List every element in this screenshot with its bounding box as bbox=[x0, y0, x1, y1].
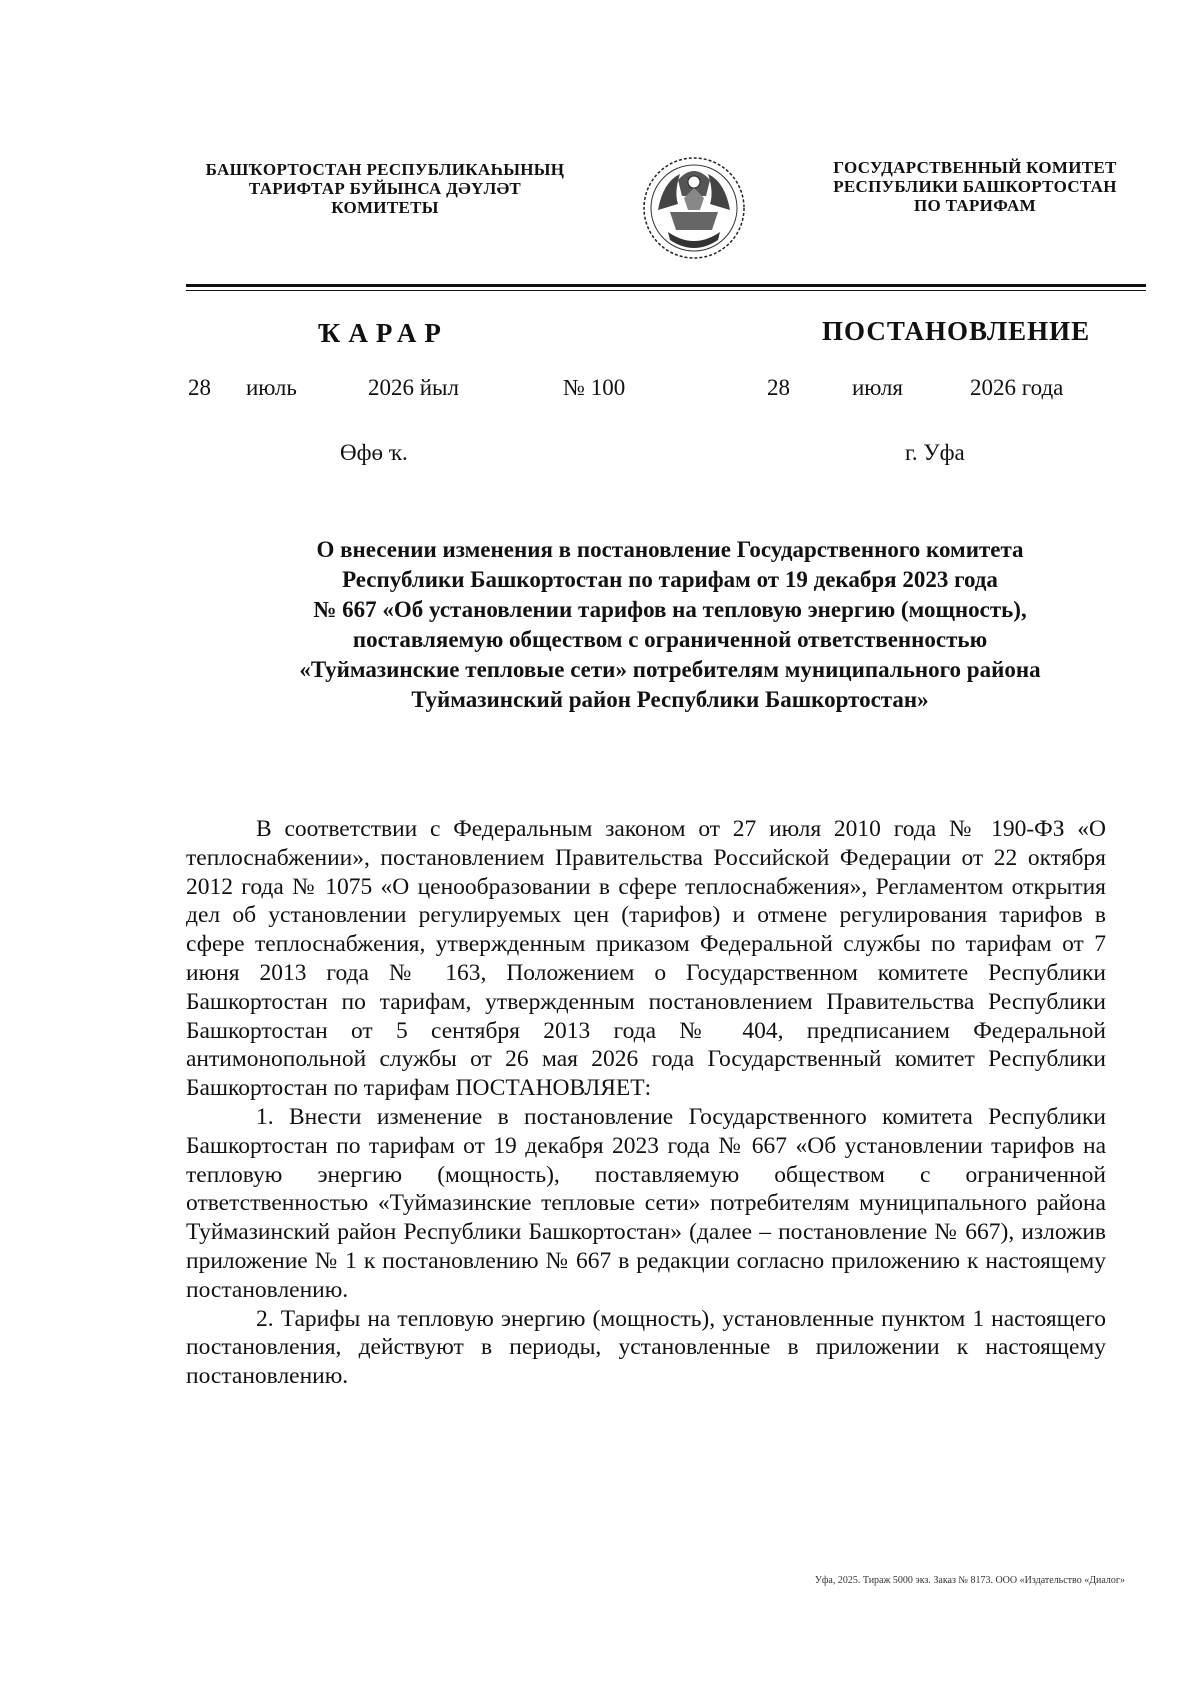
print-footer: Уфа, 2025. Тираж 5000 экз. Заказ № 8173. ООО «Издательство «Диалог» bbox=[814, 1575, 1125, 1586]
bashkortostan-coat-of-arms-icon bbox=[638, 152, 750, 264]
place-rus: г. Уфа bbox=[905, 440, 965, 465]
title-line-3: № 667 «Об установлении тарифов на тепловую энергию (мощность), bbox=[313, 597, 1027, 622]
date-bash-year: 2026 йыл bbox=[368, 375, 459, 400]
header-right-russian bbox=[805, 158, 1145, 215]
document-title bbox=[190, 535, 1150, 715]
header-right-line-3: ПО ТАРИФАМ bbox=[914, 196, 1036, 215]
date-rus-day: 28 bbox=[767, 375, 790, 400]
date-rus-month: июля bbox=[852, 375, 903, 400]
place-bash: Өфө ҡ. bbox=[340, 440, 408, 465]
item-1-paragraph: 1. Внести изменение в постановление Государственного комитета Республики Башкортостан по тарифам от 19 декабря 2023 года № 667 «Об установлении тарифов на тепловую энергию (мощность), поставляемую обществом с ограниченной ответственностью «Туймазинские тепловые сети» потребителям муниципального района Туймазинский район Республики Башкортостан» (далее – постановление № 667), изложив приложение № 1 к постановлению № 667 в редакции согласно приложению к настоящему постановлению. bbox=[186, 1103, 1106, 1303]
date-rus-year: 2026 года bbox=[970, 375, 1064, 400]
header-left-line-1: БАШҠОРТОСТАН РЕСПУБЛИКАҺЫНЫҢ bbox=[205, 160, 565, 179]
date-bash-month: июль bbox=[246, 375, 297, 400]
preamble-paragraph: В соответствии с Федеральным законом от 27 июля 2010 года № 190-ФЗ «О теплоснабжении», постановлением Правительства Российской Федерации от 22 октября 2012 года № 1075 «О ценообразовании в сфере теплоснабжения», Регламентом открытия дел об установлении регулируемых цен (тарифов) и отмене регулирования тарифов в сфере теплоснабжения, утвержденным приказом Федеральной службы по тарифам от 7 июня 2013 года № 163, Положением о Государственном комитете Республики Башкортостан по тарифам, утвержденным постановлением Правительства Республики Башкортостан от 5 сентября 2013 года № 404, предписанием Федеральной антимонопольной службы от 26 мая 2026 года Государственный комитет Республики Башкортостан по тарифам ПОСТАНОВЛЯЕТ: bbox=[186, 816, 1106, 1102]
header-left-bashkir bbox=[160, 160, 610, 217]
header-left-line-2: ТАРИФТАР БУЙЫНСА ДӘҮЛӘТ bbox=[248, 179, 522, 198]
header-right-line-2: РЕСПУБЛИКИ БАШКОРТОСТАН bbox=[833, 177, 1117, 196]
header-right-line-1: ГОСУДАРСТВЕННЫЙ КОМИТЕТ bbox=[833, 158, 1117, 177]
header-left-line-3: КОМИТЕТЫ bbox=[331, 198, 439, 217]
document-body bbox=[186, 815, 1106, 1391]
title-line-5: «Туймазинские тепловые сети» потребителям муниципального района bbox=[299, 657, 1041, 682]
title-line-2: Республики Башкортостан по тарифам от 19 декабря 2023 года bbox=[342, 567, 998, 592]
title-line-4: поставляемую обществом с ограниченной ответственностью bbox=[352, 627, 988, 652]
karar-heading: ҠАРАР bbox=[318, 318, 449, 348]
item-2-paragraph: 2. Тарифы на тепловую энергию (мощность), установленные пунктом 1 настоящего постановления, действуют в периоды, установленные в приложении к настоящему постановлению. bbox=[186, 1305, 1106, 1390]
header-rule-thick bbox=[186, 284, 1146, 287]
date-bash-day: 28 bbox=[188, 375, 211, 400]
decree-number: № 100 bbox=[563, 375, 626, 400]
title-line-6: Туймазинский район Республики Башкортостан» bbox=[411, 687, 929, 712]
title-line-1: О внесении изменения в постановление Государственного комитета bbox=[316, 537, 1024, 562]
postanovlenie-heading: ПОСТАНОВЛЕНИЕ bbox=[822, 316, 1091, 346]
header-rule-thin bbox=[186, 290, 1146, 291]
